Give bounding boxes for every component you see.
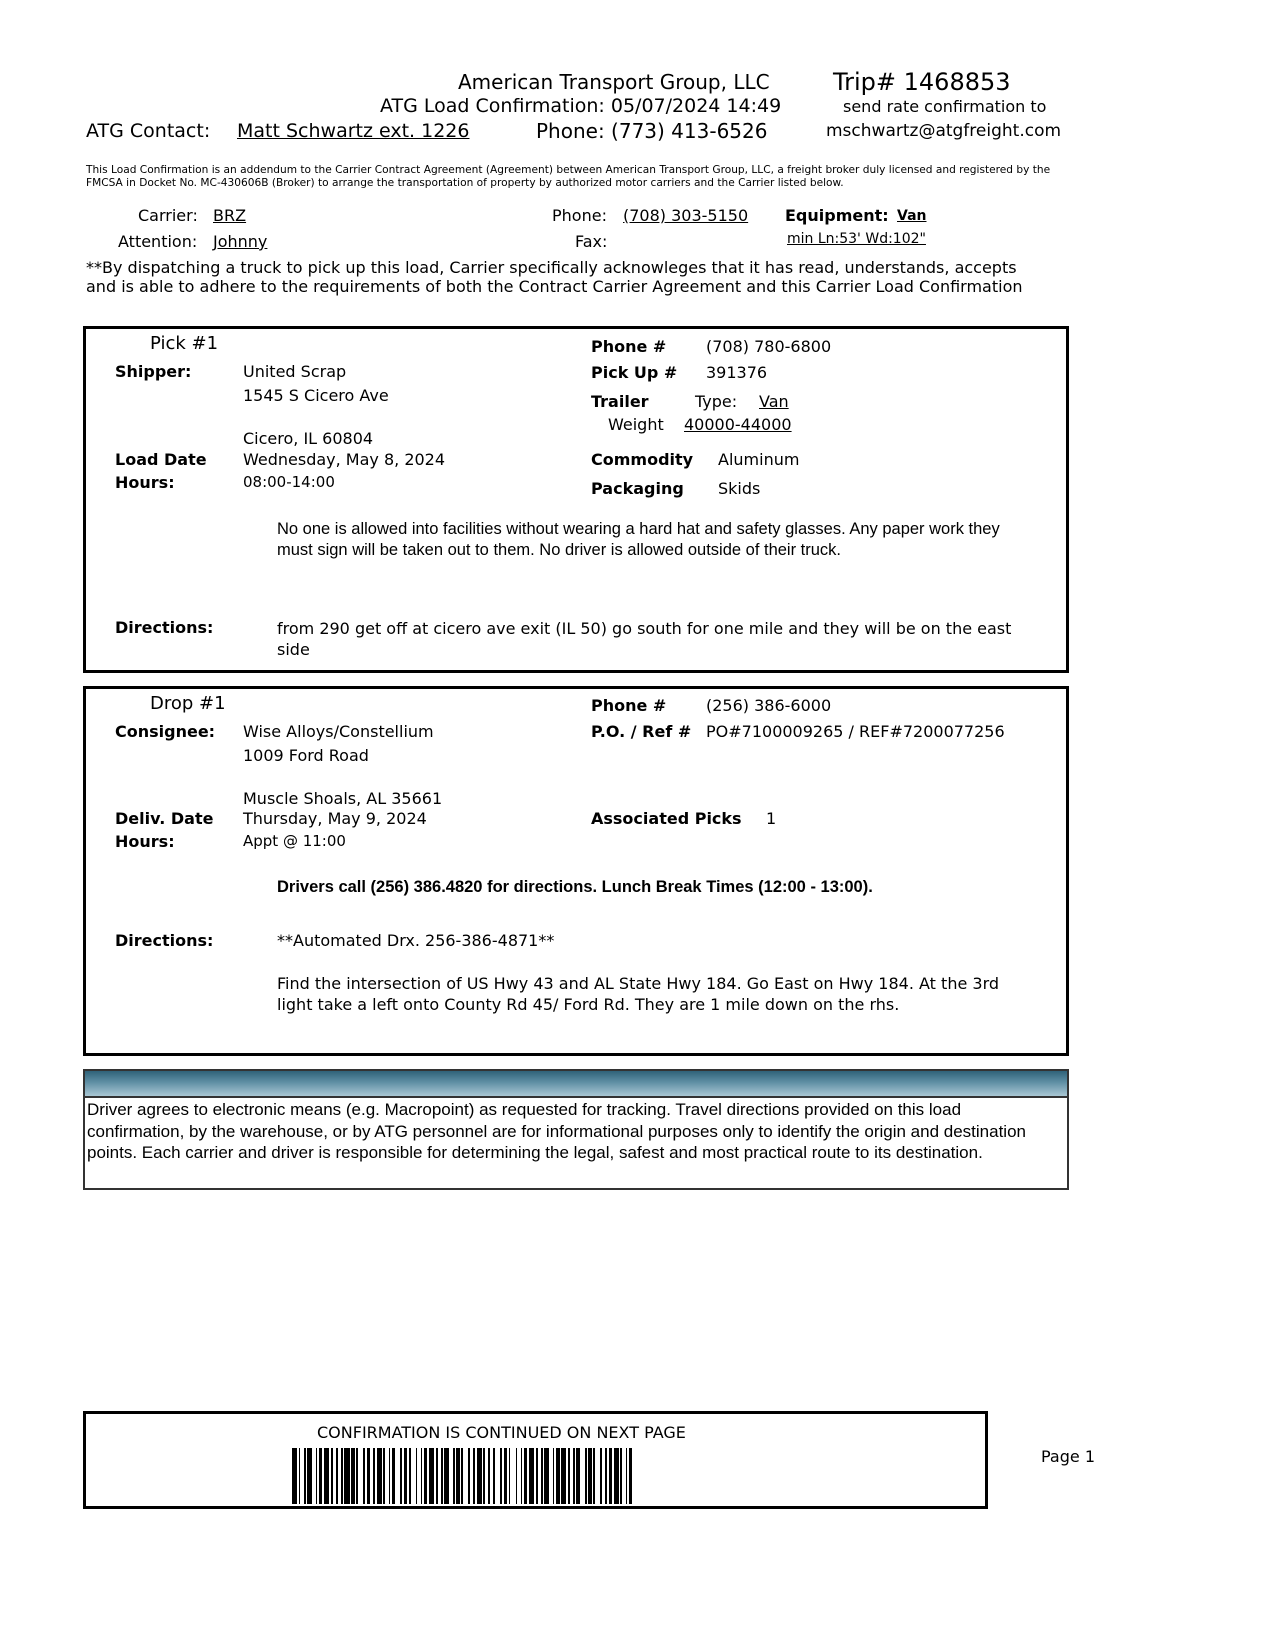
shipper-address1: 1545 S Cicero Ave	[243, 386, 389, 405]
consignee-address2: Muscle Shoals, AL 35661	[243, 789, 443, 808]
associated-picks-label: Associated Picks	[591, 809, 742, 828]
tracking-note: Driver agrees to electronic means (e.g. Macropoint) as requested for tracking. Travel directions provided on this load confirmation, by the warehouse, or by ATG personnel are for informational purposes only to identify the origin and destination points. Each carrier and driver is responsible for determining the legal, safest and most practical route to its destination.	[87, 1100, 1026, 1162]
packaging-value: Skids	[718, 479, 761, 498]
consignee-name: Wise Alloys/Constellium	[243, 722, 434, 741]
drop-phone: (256) 386-6000	[706, 696, 832, 715]
contact-email: mschwartz@atgfreight.com	[826, 121, 1062, 141]
deliv-date: Thursday, May 9, 2024	[243, 809, 427, 828]
barcode-image	[292, 1448, 637, 1504]
shipper-name: United Scrap	[243, 362, 347, 381]
drop-title: Drop #1	[150, 693, 226, 714]
carrier-phone-value: (708) 303-5150	[623, 206, 749, 225]
continued-text: CONFIRMATION IS CONTINUED ON NEXT PAGE	[317, 1423, 686, 1442]
carrier-label: Carrier:	[138, 206, 198, 225]
acknowledgement-text: **By dispatching a truck to pick up this load, Carrier specifically acknowleges that it has read, understands, accepts and is able to adhere to the requirements of both the Contract Carrier Agreement and this Carrier Load Confirmation	[86, 258, 1023, 296]
deliv-date-label: Deliv. Date	[115, 809, 214, 828]
weight-value: 40000-44000	[684, 415, 792, 434]
send-rate-label: send rate confirmation to	[843, 97, 1047, 116]
pickup-label: Pick Up #	[591, 363, 678, 382]
pick-directions: from 290 get off at cicero ave exit (IL 50) go south for one mile and they will be on the east side	[277, 619, 1012, 659]
contact-phone: Phone: (773) 413-6526	[536, 119, 768, 143]
company-name: American Transport Group, LLC	[458, 70, 770, 94]
contact-name: Matt Schwartz ext. 1226	[237, 120, 470, 142]
weight-label: Weight	[608, 415, 664, 434]
consignee-label: Consignee:	[115, 722, 216, 741]
associated-picks-value: 1	[766, 809, 777, 828]
trailer-type-value: Van	[759, 392, 789, 411]
pick-hours-label: Hours:	[115, 473, 175, 492]
pick-notes: No one is allowed into facilities without wearing a hard hat and safety glasses. Any paper work they must sign will be taken out to them. No driver is allowed outside of their truck.	[277, 520, 1000, 559]
carrier-phone-label: Phone:	[552, 206, 607, 225]
disclaimer-text: This Load Confirmation is an addendum to the Carrier Contract Agreement (Agreement) between American Transport Group, LLC, a freight broker duly licensed and registered by the FMCSA in Docket No. MC-430606B (Broker) to arrange the transportation of property by authorized motor carriers and the Carrier listed below.	[86, 164, 1051, 189]
load-date: Wednesday, May 8, 2024	[243, 450, 446, 469]
contact-label: ATG Contact:	[86, 120, 211, 142]
consignee-address1: 1009 Ford Road	[243, 746, 369, 765]
page-number: Page 1	[1041, 1447, 1095, 1466]
attention-label: Attention:	[118, 232, 198, 251]
trip-number: Trip# 1468853	[833, 68, 1011, 96]
pick-phone: (708) 780-6800	[706, 337, 832, 356]
drop-notes: Drivers call (256) 386.4820 for directions. Lunch Break Times (12:00 - 13:00).	[277, 878, 873, 896]
pick-phone-label: Phone #	[591, 337, 667, 356]
po-value: PO#7100009265 / REF#7200077256	[706, 722, 1005, 741]
pick-directions-label: Directions:	[115, 618, 214, 637]
drop-directions-label: Directions:	[115, 931, 214, 950]
load-date-label: Load Date	[115, 450, 207, 469]
carrier-value: BRZ	[213, 206, 247, 225]
equipment-value: Van	[897, 208, 927, 224]
commodity-value: Aluminum	[718, 450, 800, 469]
tracking-note-bar	[83, 1069, 1069, 1098]
commodity-label: Commodity	[591, 450, 694, 469]
po-label: P.O. / Ref #	[591, 722, 692, 741]
drop-hours: Appt @ 11:00	[243, 832, 346, 850]
pick-hours: 08:00-14:00	[243, 473, 335, 491]
drop-phone-label: Phone #	[591, 696, 667, 715]
drop-directions: Find the intersection of US Hwy 43 and AL State Hwy 184. Go East on Hwy 184. At the 3rd light take a left onto County Rd 45/ Ford Rd. They are 1 mile down on the rhs.	[277, 974, 1000, 1014]
shipper-address2: Cicero, IL 60804	[243, 429, 374, 448]
fax-label: Fax:	[575, 232, 608, 251]
trailer-label: Trailer	[591, 392, 649, 411]
drop-directions-automated: **Automated Drx. 256-386-4871**	[277, 931, 555, 950]
pick-title: Pick #1	[150, 333, 219, 354]
drop-hours-label: Hours:	[115, 832, 175, 851]
attention-value: Johnny	[213, 232, 268, 251]
equipment-size: min Ln:53' Wd:102"	[787, 231, 926, 247]
equipment-label: Equipment:	[785, 206, 889, 225]
barcode-bar	[632, 1448, 637, 1504]
confirmation-line: ATG Load Confirmation: 05/07/2024 14:49	[380, 95, 782, 117]
trailer-type-label: Type:	[695, 392, 738, 411]
packaging-label: Packaging	[591, 479, 684, 498]
shipper-label: Shipper:	[115, 362, 192, 381]
pickup-number: 391376	[706, 363, 768, 382]
